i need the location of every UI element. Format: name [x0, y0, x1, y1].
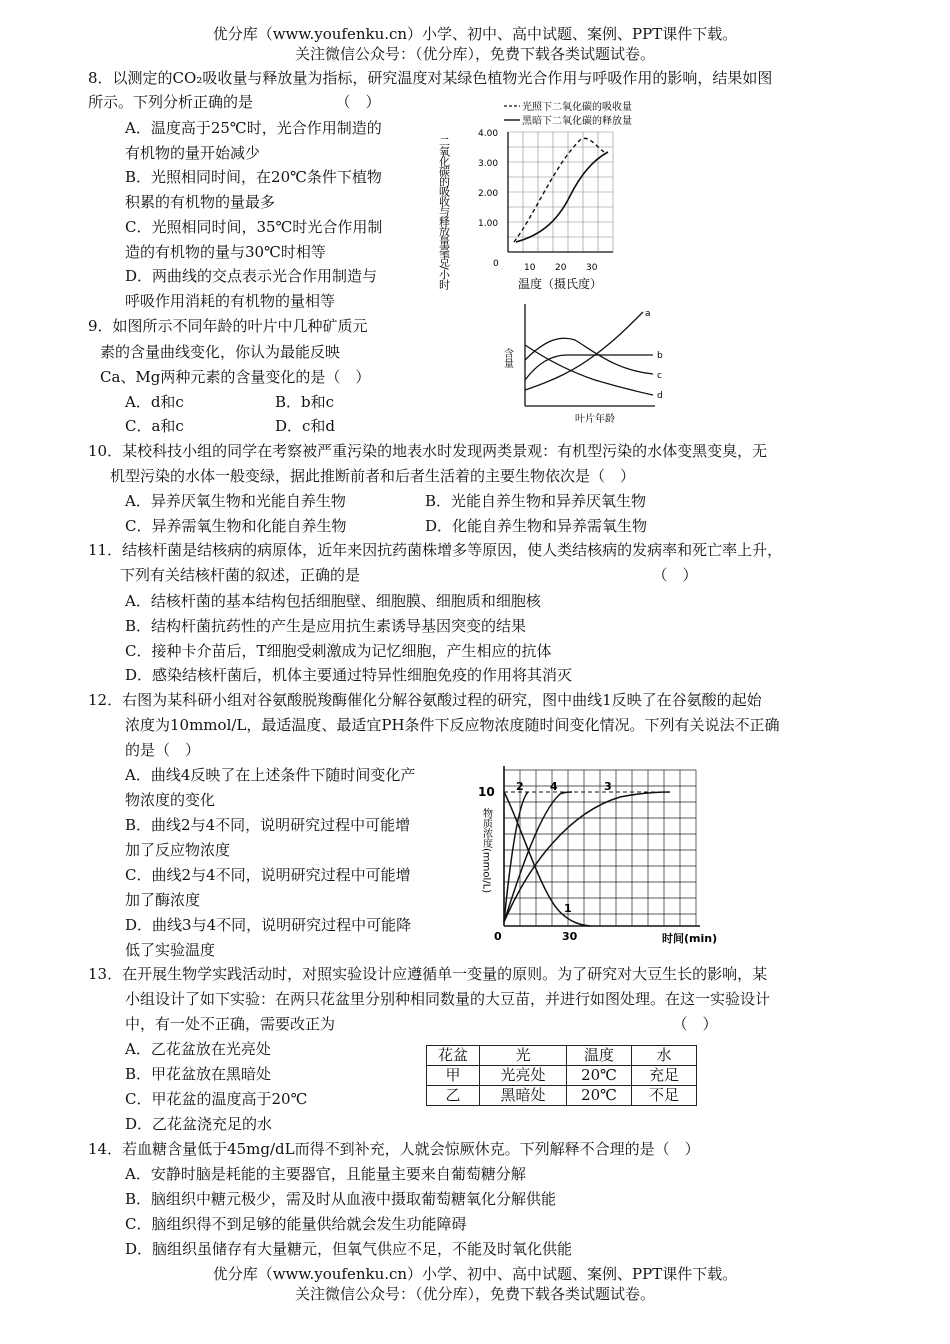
q12-y-axis-label: 物质浓度(mmol/L): [480, 808, 492, 894]
q12-curve-label-1: 1: [564, 902, 572, 915]
q12-grid: [504, 770, 696, 926]
q12-option-a-cont: 物浓度的变化: [125, 791, 216, 809]
q9-curve-c: [525, 338, 653, 374]
q8-dark-release-curve: [516, 152, 608, 242]
q12-curve-label-4: 4: [550, 780, 558, 793]
q12-option-b-cont: 加了反应物浓度: [125, 841, 231, 859]
q8-ytick-3: 3.00: [478, 159, 499, 169]
q12-curve-4: [504, 792, 572, 922]
table-header-cell: 光: [480, 1046, 567, 1066]
q11-option-c: C．接种卡介苗后，T细胞受刺激成为记忆细胞，产生相应的抗体: [125, 642, 552, 660]
table-cell: 充足: [632, 1066, 697, 1086]
q12-curve-label-3: 3: [604, 780, 612, 793]
q9-leaf-mineral-chart: [501, 300, 685, 430]
q8-grid: [508, 132, 613, 252]
q9-stem-line2: 素的含量曲线变化，你认为最能反映: [100, 343, 341, 361]
q12-x-axis-label: 时间(min): [662, 932, 718, 945]
q9-curve-label-a: a: [645, 309, 651, 319]
table-row: [427, 1086, 697, 1106]
q9-stem-line3: Ca、Mg两种元素的含量变化的是（ ）: [100, 368, 371, 386]
table-cell: 乙: [427, 1086, 480, 1106]
q13-option-d: D．乙花盆浇充足的水: [125, 1115, 273, 1133]
q10-stem-line2: 机型污染的水体一般变绿，据此推断前者和后者生活着的主要生物依次是（ ）: [110, 467, 636, 485]
q10-stem-line1: 10．某校科技小组的同学在考察被严重污染的地表水时发现两类景观：有机型污染的水体变黑变臭，无: [88, 442, 768, 460]
q8-co2-temperature-chart: [438, 96, 638, 296]
q12-x-tick-0: 0: [494, 930, 502, 943]
q12-curve-2: [504, 792, 528, 922]
q8-x-axis-label: 温度（摄氏度）: [518, 277, 603, 291]
q8-option-b: B．光照相同时间，在20℃条件下植物: [125, 168, 382, 186]
q8-xtick-0: 0: [493, 259, 499, 269]
q12-y-tick-10: 10: [478, 785, 495, 799]
q9-option-d: D．c和d: [275, 417, 336, 435]
q8-y-axis-label: 二氧化碳的吸收与释放量毫克/小时: [437, 136, 451, 289]
q8-stem-line1: 8．以测定的CO₂吸收量与释放量为指标，研究温度对某绿色植物光合作用与呼吸作用的影响，结果如图: [88, 69, 773, 87]
q14-stem: 14．若血糖含量低于45mg/dL而得不到补充，人就会惊厥休克。下列解释不合理的是（ ）: [88, 1140, 700, 1158]
q8-legend-light: 光照下二氧化碳的吸收量: [522, 102, 632, 113]
q14-option-b: B．脑组织中糖元极少，需及时从血液中摄取葡萄糖氧化分解供能: [125, 1190, 557, 1208]
table-cell: 20℃: [567, 1066, 632, 1086]
q14-option-c: C．脑组织得不到足够的能量供给就会发生功能障碍: [125, 1215, 467, 1233]
q13-stem-line1: 13．在开展生物学实践活动时，对照实验设计应遵循单一变量的原则。为了研究对大豆生长的影响，某: [88, 965, 768, 983]
q12-option-a: A．曲线4反映了在上述条件下随时间变化产: [125, 766, 416, 784]
q9-stem-line1: 9．如图所示不同年龄的叶片中几种矿质元: [88, 317, 368, 335]
table-header-cell: 花盆: [427, 1046, 480, 1066]
q8-ytick-2: 2.00: [478, 189, 499, 199]
q11-stem-line1: 11．结核杆菌是结核病的病原体，近年来因抗药菌株增多等原因，使人类结核病的发病率和死亡率上升，: [88, 541, 783, 559]
table-cell: 甲: [427, 1066, 480, 1086]
q13-option-a: A．乙花盆放在光亮处: [125, 1040, 271, 1058]
q9-curve-label-c: c: [657, 371, 662, 381]
page-header-line2: 关注微信公众号：（优分库），免费下载各类试题试卷。: [294, 45, 655, 63]
q12-stem-line2: 浓度为10mmol/L，最适温度、最适宜PH条件下反应物浓度随时间变化情况。下列有关说法不正确: [125, 716, 780, 734]
q13-stem-line3: 中，有一处不正确，需要改正为 （ ）: [125, 1015, 718, 1033]
q9-option-c: C．a和c: [125, 417, 184, 435]
q8-legend-dark: 黑暗下二氧化碳的释放量: [522, 116, 632, 127]
q10-option-c: C．异养需氧生物和化能自养生物: [125, 517, 347, 535]
page-footer-line2: 关注微信公众号：（优分库），免费下载各类试题试卷。: [294, 1285, 655, 1303]
q12-option-c-cont: 加了酶浓度: [125, 891, 201, 909]
q8-option-a-cont: 有机物的量开始减少: [125, 144, 261, 162]
table-header-cell: 水: [632, 1046, 697, 1066]
q12-option-c: C．曲线2与4不同，说明研究过程中可能增: [125, 866, 411, 884]
q8-option-d-cont: 呼吸作用消耗的有机物的量相等: [125, 292, 336, 310]
table-header-cell: 温度: [567, 1046, 632, 1066]
q8-option-c: C．光照相同时间，35℃时光合作用制: [125, 218, 383, 236]
table-row: [427, 1066, 697, 1086]
q11-stem-line2: 下列有关结核杆菌的叙述，正确的是 （ ）: [120, 566, 698, 584]
q9-option-b: B．b和c: [275, 393, 335, 411]
q8-option-c-cont: 造的有机物的量与30℃时相等: [125, 243, 326, 261]
q8-option-b-cont: 积累的有机物的量最多: [125, 193, 276, 211]
q8-xtick-30: 30: [586, 263, 598, 273]
q8-xtick-20: 20: [555, 263, 567, 273]
q9-x-axis-label: 叶片年龄: [575, 414, 615, 425]
q12-stem-line1: 12．右图为某科研小组对谷氨酸脱羧酶催化分解谷氨酸过程的研究，图中曲线1反映了在谷氨酸的起始: [88, 691, 762, 709]
table-header-row: [427, 1046, 697, 1066]
q12-option-b: B．曲线2与4不同，说明研究过程中可能增: [125, 816, 411, 834]
q12-x-tick-30: 30: [562, 930, 578, 943]
q13-experiment-table: [426, 1045, 697, 1106]
table-cell: 光亮处: [480, 1066, 567, 1086]
q14-option-d: D．脑组织虽储存有大量糖元，但氧气供应不足，不能及时氧化供能: [125, 1240, 573, 1258]
q10-option-d: D．化能自养生物和异养需氧生物: [425, 517, 648, 535]
q12-option-d-cont: 低了实验温度: [125, 941, 216, 959]
q13-option-c: C．甲花盆的温度高于20℃: [125, 1090, 308, 1108]
q9-curve-label-d: d: [657, 391, 663, 401]
q8-option-a: A．温度高于25℃时，光合作用制造的: [125, 119, 382, 137]
q8-xtick-10: 10: [524, 263, 536, 273]
q12-curve-label-2: 2: [516, 780, 524, 793]
q8-stem-line2: 所示。下列分析正确的是 （ ）: [88, 93, 381, 111]
q10-option-b: B．光能自养生物和异养厌氧生物: [425, 492, 647, 510]
page-footer-line1: 优分库（www.youfenku.cn）小学、初中、高中试题、案例、PPT课件下载。: [212, 1265, 738, 1283]
q9-option-a: A．d和c: [125, 393, 184, 411]
q12-stem-line3: 的是（ ）: [125, 741, 201, 759]
q9-curve-label-b: b: [657, 351, 663, 361]
q13-stem-line2: 小组设计了如下实验：在两只花盆里分别种相同数量的大豆苗，并进行如图处理。在这一实验设计: [125, 990, 771, 1008]
q11-option-a: A．结核杆菌的基本结构包括细胞壁、细胞膜、细胞质和细胞核: [125, 592, 541, 610]
q8-light-absorption-curve: [514, 138, 604, 242]
q9-curve-a: [525, 312, 643, 390]
q9-y-axis-label: 含量: [501, 348, 513, 368]
page-header-line1: 优分库（www.youfenku.cn）小学、初中、高中试题、案例、PPT课件下载。: [212, 25, 738, 43]
table-cell: 黑暗处: [480, 1086, 567, 1106]
q11-option-d: D．感染结核杆菌后，机体主要通过特异性细胞免疫的作用将其消灭: [125, 666, 573, 684]
q12-option-d: D．曲线3与4不同，说明研究过程中可能降: [125, 916, 412, 934]
table-cell: 不足: [632, 1086, 697, 1106]
q13-option-b: B．甲花盆放在黑暗处: [125, 1065, 272, 1083]
q8-ytick-1: 1.00: [478, 219, 499, 229]
q8-ytick-4: 4.00: [478, 129, 499, 139]
q12-curve-3: [504, 792, 670, 922]
table-cell: 20℃: [567, 1086, 632, 1106]
q10-option-a: A．异养厌氧生物和光能自养生物: [125, 492, 346, 510]
q11-option-b: B．结构杆菌抗药性的产生是应用抗生素诱导基因突变的结果: [125, 617, 527, 635]
q14-option-a: A．安静时脑是耗能的主要器官，且能量主要来自葡萄糖分解: [125, 1165, 526, 1183]
q12-concentration-time-chart: [470, 762, 730, 954]
q8-option-d: D．两曲线的交点表示光合作用制造与: [125, 267, 378, 285]
